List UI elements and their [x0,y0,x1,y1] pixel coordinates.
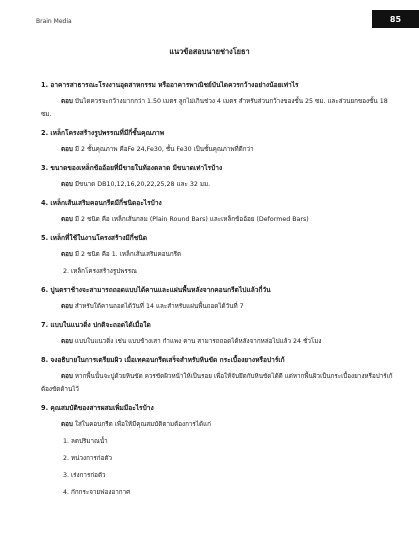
answer-body: มี 2 ชั้นคุณภาพ คือFe 24,Fe30, ชั้น Fe30 เป็นชั้นคุณภาพที่ดีกว่า [74,146,254,153]
question-text: 5. เหล็กที่ใช้ในงานโครงสร้างมีกี่ชนิด [41,234,148,242]
answer-subitem: 3. เร่งการก่อตัว [63,472,106,479]
qa-item [41,128,393,163]
answer-label: ตอบ [61,303,73,310]
answer-label: ตอบ [61,373,73,380]
page-number: 85 [372,10,419,28]
answer-body: บันไดควรจะกว้างมากกว่า 1.50 เมตร ลูกไม่เกินช่วง 4 เมตร สำหรับส่วนกว้างของขั้น 25 ซม. และส่วนยกของขั้น 18 ซม. [41,98,388,118]
answer-text [41,418,393,431]
answer-text [41,248,393,261]
answer-label: ตอบ [61,251,73,258]
answer-body: สำหรับใต้คานถอดได้วันที่ 14 และสำหรับแผ่นพื้นถอดได้วันที่ 7 [74,303,244,310]
answer-body: มี 2 ชนิด คือ 1. เหล็กเส้นเสริมคอนกรีต [74,251,182,258]
answer-text [41,300,393,313]
answer-subitem: 4. กักกระจายฟองอากาศ [63,489,131,496]
qa-item [41,163,393,198]
answer-label: ตอบ [61,338,73,345]
qa-list [41,80,393,506]
answer-subitem: 2. หน่วงการก่อตัว [63,455,113,462]
answer-body: มีขนาด DB10,12,16,20,22,25,28 และ 32 มม. [74,181,211,188]
qa-item [41,285,393,320]
answer-text [41,143,393,156]
page-title: แนวข้อสอบนายช่างโยธา [169,47,250,56]
answer-text [41,178,393,191]
answer-text [41,370,393,396]
qa-item [41,233,393,285]
question-text: 2. เหล็กโครงสร้างรูปพรรณที่มีกี่ชั้นคุณภาพ [41,129,165,137]
question-text: 8. จงอธิบายในการเตรียมผิว เมื่อเทคอนกรีตเสร็จสำหรับหินขัด กระเบื้องยางหรือปาร์เก้ [41,356,285,364]
answer-label: ตอบ [61,98,73,105]
answer-text [41,335,393,348]
qa-item [41,355,393,403]
qa-item [41,198,393,233]
answer-body: แบบในแนวดิ่ง เช่น แบบข้างเสา กำแพง คาน สามารถถอดได้หลังจากหล่อไปแล้ว 24 ชั่วโมง [74,338,322,345]
answer-text [41,95,393,121]
question-text: 9. คุณสมบัติของสารผสมเพิ่มมีอะไรบ้าง [41,404,154,412]
answer-text [41,213,393,226]
answer-subitem: 2. เหล็กโครงสร้างรูปพรรณ [63,268,138,275]
answer-label: ตอบ [61,216,73,223]
question-text: 4. เหล็กเส้นเสริมคอนกรีตมีกี่ชนิดอะไรบ้าง [41,199,162,207]
answer-body: มี 2 ชนิด คือ เหล็กเส้นกลม (Plain Round Bars) และเหล็กข้ออ้อย (Deformed Bars) [74,216,309,223]
answer-body: หากพื้นนั้นจะปูด้วยหินขัด ควรขัดผิวหน้าให้เป็นรอย เพื่อให้จับยึดกับหินขัดได้ดี แต่หากพื้นผิวเป็นกระเบื้องยางหรือปาร์เก้ต้องขัดด้านไว้ [41,373,393,393]
question-text: 6. ปูนตราช้างจะสามารถถอดแบบได้คานและแผ่นพื้นหลังจากคอนกรีตไปแล้วกี่วัน [41,286,271,294]
answer-subitem: 1. ลดปริมาณน้ำ [63,438,108,445]
question-text: 7. แบบในแนวดิ่ง ปกติจะถอดได้เมื่อใด [41,321,151,329]
qa-item [41,80,393,128]
question-text: 1. อาคารสาธารณะโรงงานอุตสาหกรรม หรืออาคารพาณิชย์บันไดควรกว้างอย่างน้อยเท่าไร [41,81,299,89]
answer-body: ใส่ในคอนกรีต เพื่อให้มีคุณสมบัติตามต้องการได้แก่ [74,421,211,428]
answer-label: ตอบ [61,181,73,188]
question-text: 3. ขนาดของเหล็กข้ออ้อยที่มีขายในท้องตลาด มีขนาดเท่าไรบ้าง [41,164,223,172]
qa-item [41,403,393,506]
header-brand: Brain Media [36,18,72,25]
answer-label: ตอบ [61,421,73,428]
answer-label: ตอบ [61,146,73,153]
qa-item [41,320,393,355]
